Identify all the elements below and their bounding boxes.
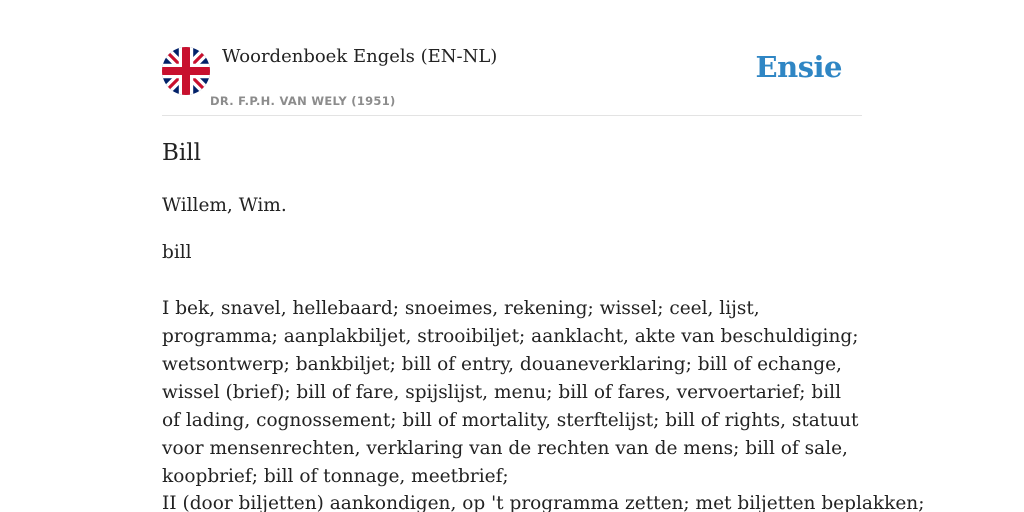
dictionary-title[interactable]: Woordenboek Engels (EN-NL) — [222, 46, 498, 67]
dictionary-author: DR. F.P.H. VAN WELY (1951) — [210, 94, 396, 108]
entry-title: Bill — [162, 140, 201, 166]
dictionary-header — [162, 0, 862, 116]
ensie-logo[interactable]: Ensie — [755, 50, 842, 84]
definition-paragraph: bill — [162, 242, 192, 263]
definition-paragraph: II (door biljetten) aankondigen, op 't programma zetten; met biljetten beplakken; — [162, 493, 925, 512]
definition-paragraph: I bek, snavel, hellebaard; snoeimes, rekening; wissel; ceel, lijst, programma; aanplakbiljet, strooibiljet; aanklacht, akte van beschuldiging; wetsontwerp; bankbiljet; bill of entry, douaneverklaring; bill of echange, wissel (brief); bill of fare, spijslijst, menu; bill of fares, vervoertarief; bill of lading, cognossement; bill of mortality, sterftelijst; bill of rights, statuut voor mensenrechten, verklaring van de rechten van de mens; bill of sale, koopbrief; bill of tonnage, meetbrief; — [162, 298, 859, 487]
definition-paragraph: Willem, Wim. — [162, 195, 287, 216]
uk-flag-icon[interactable] — [162, 47, 210, 95]
page-container — [162, 0, 925, 512]
